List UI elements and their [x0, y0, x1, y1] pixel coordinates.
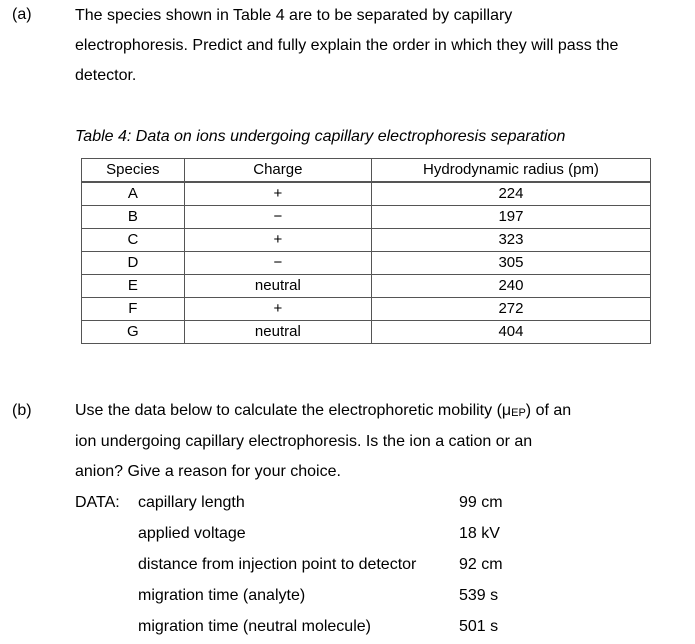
radius-cell: 272 [371, 298, 650, 321]
part-a-label: (a) [12, 6, 32, 23]
mu-symbol: μ [501, 402, 512, 419]
charge-cell: + [184, 229, 371, 252]
data-name-2: applied voltage [138, 525, 246, 542]
species-cell: F [82, 298, 185, 321]
header-charge: Charge [184, 159, 371, 183]
part-b-line-1-end: ) of an [525, 402, 572, 419]
species-cell: C [82, 229, 185, 252]
mu-subscript: EP [511, 407, 526, 419]
charge-cell: neutral [184, 321, 371, 344]
table-caption: Table 4: Data on ions undergoing capillary electrophoresis separation [75, 128, 566, 145]
data-value-2: 18 kV [459, 525, 500, 542]
data-name-3: distance from injection point to detector [138, 556, 417, 573]
charge-cell: − [184, 206, 371, 229]
radius-cell: 305 [371, 252, 650, 275]
table-row [82, 182, 651, 206]
radius-cell: 197 [371, 206, 650, 229]
data-value-1: 99 cm [459, 494, 503, 511]
table-header-row [82, 159, 651, 183]
table-row [82, 252, 651, 275]
species-cell: D [82, 252, 185, 275]
table-row [82, 321, 651, 344]
radius-cell: 323 [371, 229, 650, 252]
part-a-line-1: The species shown in Table 4 are to be separated by capillary [75, 7, 513, 24]
part-b-line-1 [75, 396, 571, 427]
data-value-3: 92 cm [459, 556, 503, 573]
header-radius: Hydrodynamic radius (pm) [371, 159, 650, 183]
data-label: DATA: [75, 494, 120, 511]
radius-cell: 240 [371, 275, 650, 298]
data-value-5: 501 s [459, 618, 499, 635]
table-row [82, 275, 651, 298]
part-b-line-1-start: Use the data below to calculate the electrophoretic mobility ( [75, 402, 502, 419]
species-cell: B [82, 206, 185, 229]
mu-ep-symbol [502, 402, 526, 419]
part-a-question [75, 1, 618, 91]
data-name-4: migration time (analyte) [138, 587, 306, 604]
charge-cell: + [184, 182, 371, 206]
species-cell: A [82, 182, 185, 206]
header-species: Species [82, 159, 185, 183]
part-a-line-3: detector. [75, 67, 137, 84]
data-value-4: 539 s [459, 587, 499, 604]
table-row [82, 229, 651, 252]
part-b-line-2: ion undergoing capillary electrophoresis. Is the ion a cation or an [75, 433, 533, 450]
part-b-label: (b) [12, 402, 32, 419]
radius-cell: 404 [371, 321, 650, 344]
data-name-1: capillary length [138, 494, 245, 511]
part-b-line-3: anion? Give a reason for your choice. [75, 463, 341, 480]
part-b-question [75, 396, 571, 487]
table-row [82, 298, 651, 321]
charge-cell: + [184, 298, 371, 321]
data-table [81, 158, 651, 344]
charge-cell: neutral [184, 275, 371, 298]
part-a-line-2: electrophoresis. Predict and fully explain the order in which they will pass the [75, 37, 619, 54]
species-cell: G [82, 321, 185, 344]
charge-cell: − [184, 252, 371, 275]
data-name-5: migration time (neutral molecule) [138, 618, 371, 635]
radius-cell: 224 [371, 182, 650, 206]
species-cell: E [82, 275, 185, 298]
table-row [82, 206, 651, 229]
